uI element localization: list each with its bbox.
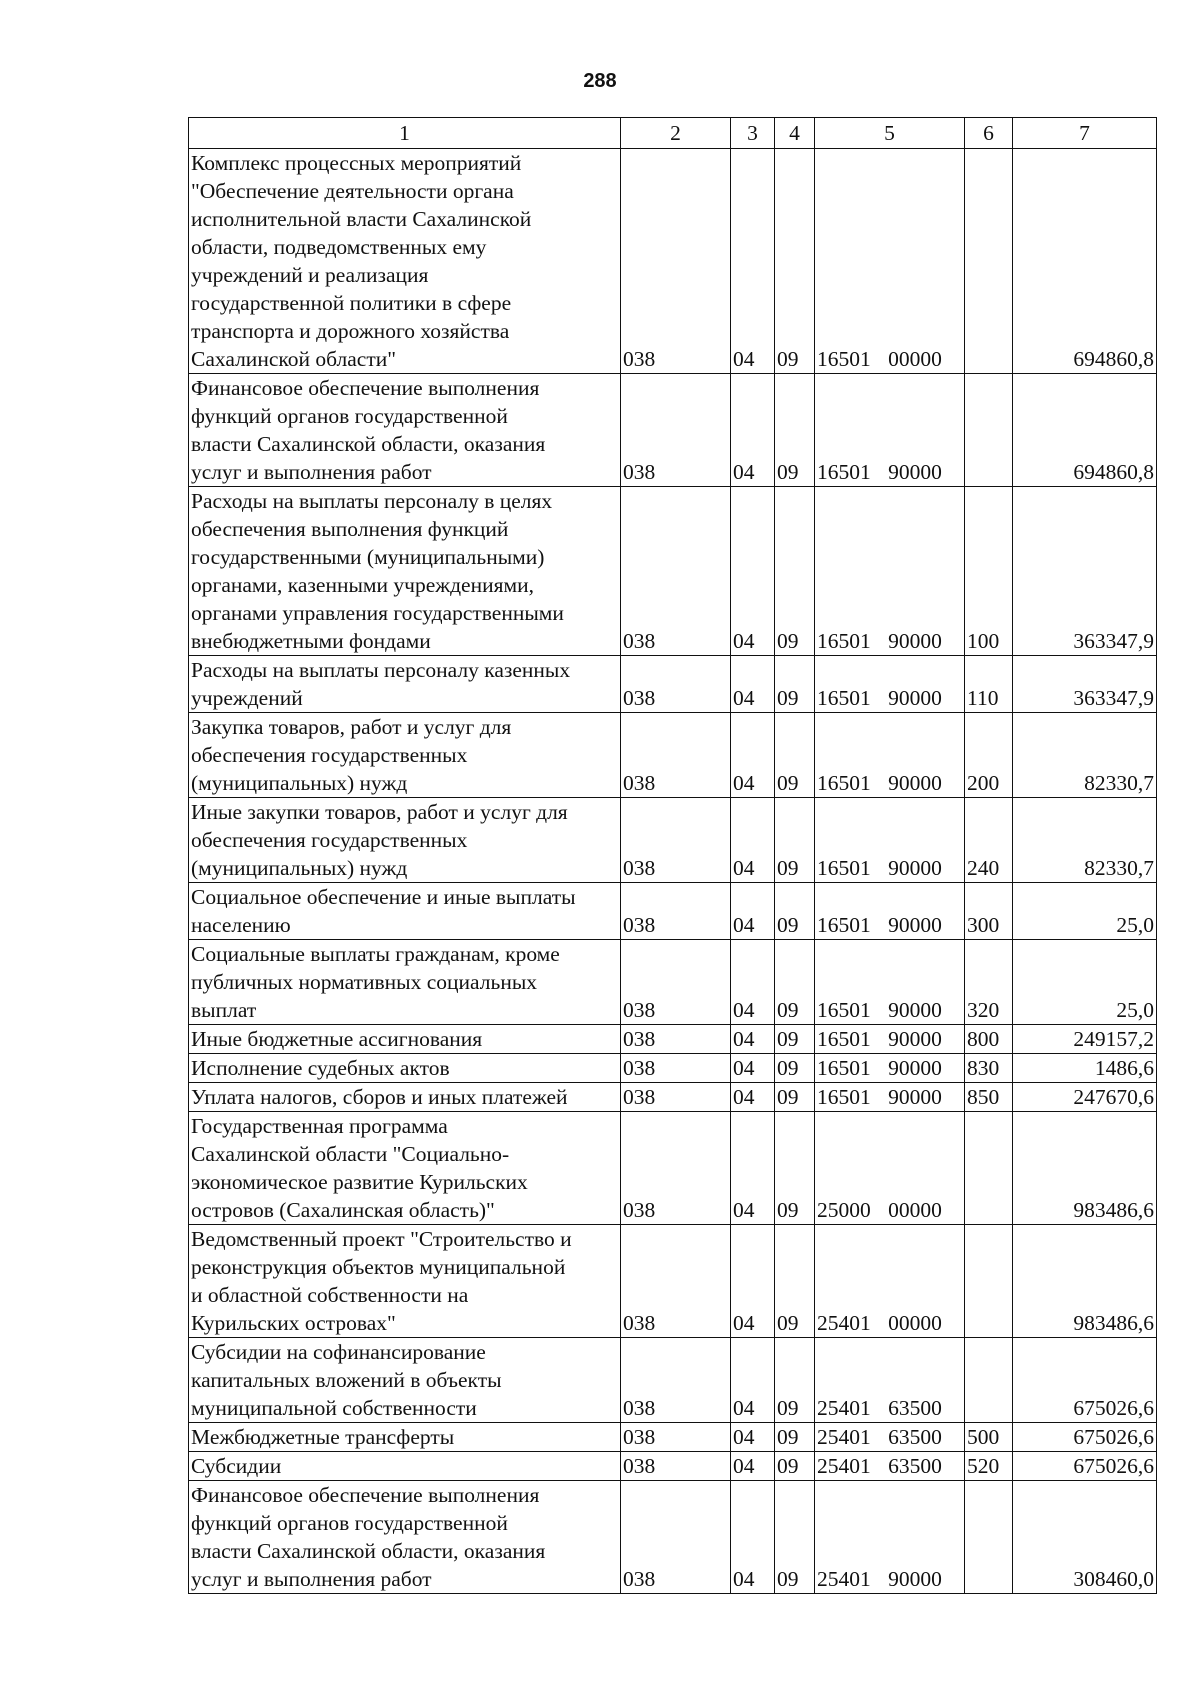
column-header: 4	[775, 118, 815, 149]
row-name: Межбюджетные трансферты	[189, 1423, 621, 1452]
row-amount: 694860,8	[1013, 374, 1157, 487]
row-vr-code: 520	[965, 1452, 1013, 1481]
row-gr-code: 038	[621, 1481, 731, 1594]
row-rz-code: 04	[731, 1083, 775, 1112]
row-vr-code	[965, 1338, 1013, 1423]
table-row	[189, 1338, 1157, 1423]
budget-table-body	[189, 118, 1157, 1594]
row-amount: 249157,2	[1013, 1025, 1157, 1054]
row-amount: 82330,7	[1013, 798, 1157, 883]
row-name: Субсидии	[189, 1452, 621, 1481]
row-amount: 983486,6	[1013, 1112, 1157, 1225]
row-pr-code: 09	[775, 1452, 815, 1481]
row-rz-code: 04	[731, 1423, 775, 1452]
row-amount: 25,0	[1013, 883, 1157, 940]
row-pr-code: 09	[775, 1054, 815, 1083]
table-row	[189, 883, 1157, 940]
row-gr-code: 038	[621, 149, 731, 374]
row-pr-code: 09	[775, 487, 815, 656]
column-header: 2	[621, 118, 731, 149]
row-name: Уплата налогов, сборов и иных платежей	[189, 1083, 621, 1112]
row-name: Расходы на выплаты персоналу казенных учреждений	[189, 656, 621, 713]
column-header: 5	[815, 118, 965, 149]
row-amount: 694860,8	[1013, 149, 1157, 374]
row-vr-code: 240	[965, 798, 1013, 883]
table-row	[189, 798, 1157, 883]
row-target-code: 25000 00000	[815, 1112, 965, 1225]
row-target-code: 16501 90000	[815, 1025, 965, 1054]
row-target-code: 16501 00000	[815, 149, 965, 374]
row-rz-code: 04	[731, 1481, 775, 1594]
row-target-code: 16501 90000	[815, 1054, 965, 1083]
table-row	[189, 1083, 1157, 1112]
row-name: Комплекс процессных мероприятий "Обеспечение деятельности органа исполнительной власти Сахалинской области, подведомственных ему учреждений и реализация государственной политики в сфере транспорта и дорожного хозяйства Сахалинской области"	[189, 149, 621, 374]
row-name: Социальное обеспечение и иные выплаты населению	[189, 883, 621, 940]
row-rz-code: 04	[731, 1338, 775, 1423]
row-name: Государственная программа Сахалинской области "Социально- экономическое развитие Курильских островов (Сахалинская область)"	[189, 1112, 621, 1225]
budget-table	[188, 117, 1157, 1594]
row-vr-code	[965, 1225, 1013, 1338]
row-rz-code: 04	[731, 1025, 775, 1054]
row-rz-code: 04	[731, 1054, 775, 1083]
table-row	[189, 1481, 1157, 1594]
row-pr-code: 09	[775, 713, 815, 798]
row-gr-code: 038	[621, 713, 731, 798]
row-target-code: 25401 00000	[815, 1225, 965, 1338]
row-vr-code: 100	[965, 487, 1013, 656]
row-target-code: 16501 90000	[815, 798, 965, 883]
row-target-code: 16501 90000	[815, 713, 965, 798]
row-pr-code: 09	[775, 1083, 815, 1112]
row-target-code: 25401 63500	[815, 1452, 965, 1481]
row-amount: 1486,6	[1013, 1054, 1157, 1083]
row-target-code: 16501 90000	[815, 487, 965, 656]
row-name: Финансовое обеспечение выполнения функций органов государственной власти Сахалинской области, оказания услуг и выполнения работ	[189, 374, 621, 487]
row-gr-code: 038	[621, 883, 731, 940]
row-target-code: 16501 90000	[815, 940, 965, 1025]
row-rz-code: 04	[731, 149, 775, 374]
row-amount: 675026,6	[1013, 1423, 1157, 1452]
row-rz-code: 04	[731, 656, 775, 713]
row-pr-code: 09	[775, 1025, 815, 1054]
row-name: Иные бюджетные ассигнования	[189, 1025, 621, 1054]
row-rz-code: 04	[731, 1452, 775, 1481]
row-pr-code: 09	[775, 1112, 815, 1225]
row-target-code: 16501 90000	[815, 656, 965, 713]
row-pr-code: 09	[775, 149, 815, 374]
row-pr-code: 09	[775, 1225, 815, 1338]
row-vr-code	[965, 149, 1013, 374]
row-amount: 363347,9	[1013, 487, 1157, 656]
table-row	[189, 656, 1157, 713]
row-name: Субсидии на софинансирование капитальных вложений в объекты муниципальной собственности	[189, 1338, 621, 1423]
row-amount: 363347,9	[1013, 656, 1157, 713]
row-gr-code: 038	[621, 1225, 731, 1338]
row-gr-code: 038	[621, 940, 731, 1025]
row-rz-code: 04	[731, 1112, 775, 1225]
table-row	[189, 487, 1157, 656]
row-vr-code: 850	[965, 1083, 1013, 1112]
row-vr-code	[965, 1112, 1013, 1225]
row-gr-code: 038	[621, 1083, 731, 1112]
row-amount: 247670,6	[1013, 1083, 1157, 1112]
row-name: Иные закупки товаров, работ и услуг для обеспечения государственных (муниципальных) нужд	[189, 798, 621, 883]
table-row	[189, 1225, 1157, 1338]
row-pr-code: 09	[775, 883, 815, 940]
row-gr-code: 038	[621, 487, 731, 656]
table-row	[189, 940, 1157, 1025]
row-target-code: 16501 90000	[815, 1083, 965, 1112]
row-target-code: 25401 63500	[815, 1338, 965, 1423]
table-row	[189, 1054, 1157, 1083]
row-rz-code: 04	[731, 798, 775, 883]
row-pr-code: 09	[775, 1423, 815, 1452]
row-rz-code: 04	[731, 940, 775, 1025]
row-vr-code	[965, 374, 1013, 487]
row-target-code: 16501 90000	[815, 374, 965, 487]
row-vr-code	[965, 1481, 1013, 1594]
row-pr-code: 09	[775, 1481, 815, 1594]
row-pr-code: 09	[775, 656, 815, 713]
row-vr-code: 200	[965, 713, 1013, 798]
row-gr-code: 038	[621, 798, 731, 883]
row-amount: 983486,6	[1013, 1225, 1157, 1338]
row-rz-code: 04	[731, 1225, 775, 1338]
row-gr-code: 038	[621, 1338, 731, 1423]
row-gr-code: 038	[621, 1423, 731, 1452]
row-gr-code: 038	[621, 1112, 731, 1225]
row-pr-code: 09	[775, 940, 815, 1025]
row-name: Исполнение судебных актов	[189, 1054, 621, 1083]
row-vr-code: 320	[965, 940, 1013, 1025]
row-rz-code: 04	[731, 883, 775, 940]
row-gr-code: 038	[621, 1452, 731, 1481]
column-header: 1	[189, 118, 621, 149]
row-gr-code: 038	[621, 374, 731, 487]
row-name: Социальные выплаты гражданам, кроме публичных нормативных социальных выплат	[189, 940, 621, 1025]
row-gr-code: 038	[621, 1054, 731, 1083]
row-target-code: 25401 63500	[815, 1423, 965, 1452]
row-rz-code: 04	[731, 374, 775, 487]
table-row	[189, 149, 1157, 374]
column-header: 6	[965, 118, 1013, 149]
row-pr-code: 09	[775, 798, 815, 883]
table-row	[189, 1452, 1157, 1481]
row-vr-code: 830	[965, 1054, 1013, 1083]
row-name: Ведомственный проект "Строительство и реконструкция объектов муниципальной и областной собственности на Курильских островах"	[189, 1225, 621, 1338]
row-pr-code: 09	[775, 1338, 815, 1423]
table-header-row	[189, 118, 1157, 149]
row-name: Закупка товаров, работ и услуг для обеспечения государственных (муниципальных) нужд	[189, 713, 621, 798]
row-name: Финансовое обеспечение выполнения функций органов государственной власти Сахалинской области, оказания услуг и выполнения работ	[189, 1481, 621, 1594]
column-header: 7	[1013, 118, 1157, 149]
table-row	[189, 713, 1157, 798]
row-gr-code: 038	[621, 1025, 731, 1054]
row-target-code: 25401 90000	[815, 1481, 965, 1594]
row-amount: 25,0	[1013, 940, 1157, 1025]
row-pr-code: 09	[775, 374, 815, 487]
row-gr-code: 038	[621, 656, 731, 713]
row-vr-code: 300	[965, 883, 1013, 940]
row-rz-code: 04	[731, 487, 775, 656]
row-vr-code: 500	[965, 1423, 1013, 1452]
row-target-code: 16501 90000	[815, 883, 965, 940]
table-row	[189, 1423, 1157, 1452]
column-header: 3	[731, 118, 775, 149]
table-row	[189, 374, 1157, 487]
row-name: Расходы на выплаты персоналу в целях обеспечения выполнения функций государственными (муниципальными) органами, казенными учреждениями, органами управления государственными внебюджетными фондами	[189, 487, 621, 656]
row-vr-code: 800	[965, 1025, 1013, 1054]
row-vr-code: 110	[965, 656, 1013, 713]
page-number: 288	[583, 70, 617, 92]
table-row	[189, 1112, 1157, 1225]
row-rz-code: 04	[731, 713, 775, 798]
row-amount: 82330,7	[1013, 713, 1157, 798]
row-amount: 675026,6	[1013, 1338, 1157, 1423]
table-row	[189, 1025, 1157, 1054]
row-amount: 675026,6	[1013, 1452, 1157, 1481]
row-amount: 308460,0	[1013, 1481, 1157, 1594]
